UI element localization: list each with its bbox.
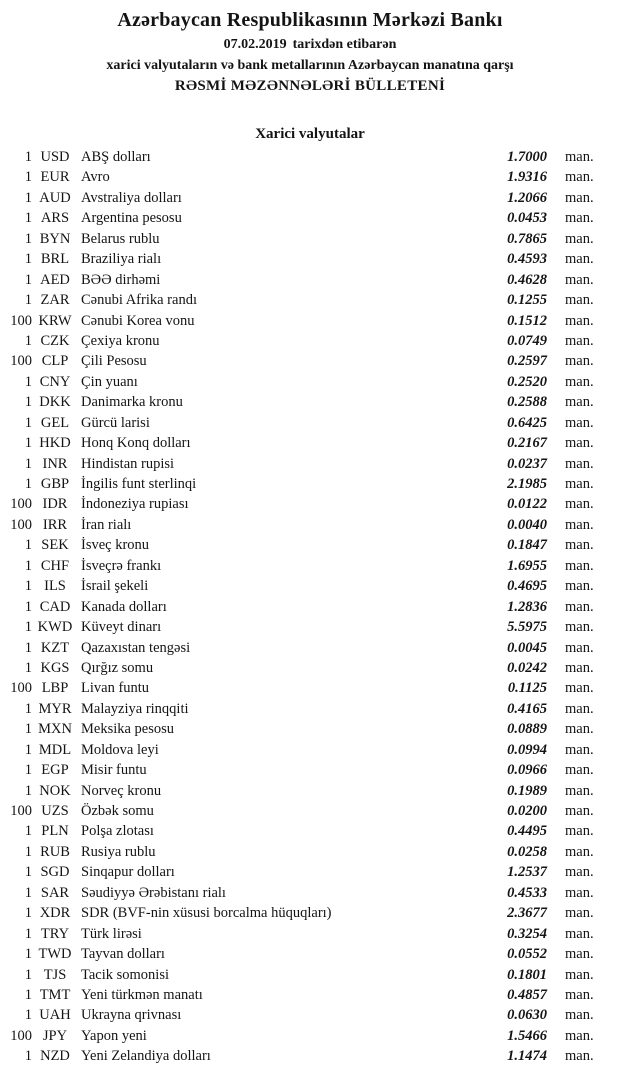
rate-row bbox=[0, 903, 595, 923]
rate-row bbox=[0, 351, 595, 371]
currency-code: INR bbox=[42, 455, 68, 472]
currency-name: Avstraliya dolları bbox=[81, 189, 182, 206]
currency-name: SDR (BVF-nin xüsusi borcalma hüquqları) bbox=[81, 905, 332, 922]
currency-code: IRR bbox=[42, 516, 68, 533]
currency-name: Argentina pesosu bbox=[81, 210, 182, 227]
rate-value: 1.1474 bbox=[507, 1048, 547, 1065]
quantity: 1 bbox=[24, 925, 32, 942]
quantity: 1 bbox=[24, 189, 32, 206]
currency-name: Hindistan rupisi bbox=[81, 455, 175, 472]
unit-label: man. bbox=[565, 843, 594, 860]
rate-row bbox=[0, 311, 595, 331]
quantity: 1 bbox=[24, 598, 32, 615]
quantity: 1 bbox=[24, 741, 32, 758]
quantity: 1 bbox=[24, 537, 32, 554]
currency-name: İngilis funt sterlinqi bbox=[81, 476, 197, 492]
currency-code: ARS bbox=[40, 210, 70, 227]
quantity: 1 bbox=[24, 149, 32, 165]
quantity: 100 bbox=[10, 680, 32, 697]
rate-row bbox=[0, 944, 595, 964]
rate-row bbox=[0, 392, 595, 412]
rate-value: 0.1801 bbox=[507, 966, 547, 983]
currency-name: Cənubi Korea vonu bbox=[81, 312, 195, 329]
rate-value: 0.1847 bbox=[507, 537, 547, 554]
quantity: 1 bbox=[24, 251, 32, 268]
rate-value: 0.2597 bbox=[507, 353, 547, 370]
rate-value: 0.4628 bbox=[507, 271, 547, 288]
rate-value: 0.0242 bbox=[507, 659, 547, 676]
quantity: 1 bbox=[24, 721, 32, 738]
rate-value: 0.1255 bbox=[507, 292, 547, 309]
quantity: 1 bbox=[24, 823, 32, 840]
rate-value: 0.2588 bbox=[507, 394, 547, 411]
currency-name: Norveç kronu bbox=[81, 782, 162, 799]
rate-value: 1.5466 bbox=[507, 1027, 547, 1044]
currency-name: Avro bbox=[81, 169, 110, 186]
currency-name: Braziliya rialı bbox=[81, 251, 162, 268]
rate-value: 0.2520 bbox=[507, 373, 547, 390]
rate-value: 1.2066 bbox=[507, 189, 547, 206]
rate-row bbox=[0, 454, 595, 474]
currency-code: LBP bbox=[41, 680, 69, 697]
currency-code: MDL bbox=[38, 741, 72, 758]
unit-label: man. bbox=[565, 537, 594, 554]
rate-value: 0.0630 bbox=[507, 1007, 547, 1024]
currency-code: TJS bbox=[43, 966, 67, 983]
currency-code: MXN bbox=[38, 721, 72, 738]
rate-value: 0.4695 bbox=[507, 578, 547, 595]
rate-row bbox=[0, 147, 595, 167]
quantity: 1 bbox=[24, 557, 32, 574]
currency-name: Misir funtu bbox=[81, 762, 147, 779]
currency-name: Türk lirəsi bbox=[81, 925, 142, 942]
unit-label: man. bbox=[565, 782, 594, 799]
quantity: 1 bbox=[24, 292, 32, 309]
unit-label: man. bbox=[565, 414, 594, 431]
currency-code: KGS bbox=[40, 659, 70, 676]
unit-label: man. bbox=[565, 251, 594, 268]
currency-code: ZAR bbox=[40, 292, 70, 309]
currency-name: Tacik somonisi bbox=[81, 966, 169, 983]
rate-row bbox=[0, 678, 595, 698]
rate-value: 1.6955 bbox=[507, 557, 547, 574]
currency-code: CAD bbox=[39, 598, 71, 615]
unit-label: man. bbox=[565, 905, 594, 922]
rate-value: 2.3677 bbox=[507, 905, 547, 922]
date-line bbox=[0, 34, 620, 55]
rate-row bbox=[0, 535, 595, 555]
unit-label: man. bbox=[565, 516, 594, 533]
currency-name: Qazaxıstan tengəsi bbox=[81, 639, 191, 656]
unit-label: man. bbox=[565, 598, 594, 615]
currency-code: PLN bbox=[41, 823, 69, 840]
currency-code: HKD bbox=[39, 435, 71, 452]
currency-code: ILS bbox=[44, 578, 66, 595]
currency-code: KRW bbox=[38, 312, 72, 329]
currency-name: Yeni türkmən manatı bbox=[81, 986, 203, 1003]
currency-name: BƏƏ dirhəmi bbox=[81, 271, 161, 288]
currency-name: Gürcü larisi bbox=[81, 414, 150, 431]
rate-value: 0.0237 bbox=[507, 455, 547, 472]
quantity: 1 bbox=[24, 169, 32, 186]
unit-label: man. bbox=[565, 946, 594, 963]
currency-code: EUR bbox=[40, 169, 70, 186]
rate-row bbox=[0, 801, 595, 821]
currency-code: XDR bbox=[39, 905, 71, 922]
unit-label: man. bbox=[565, 1027, 594, 1044]
rate-row bbox=[0, 208, 595, 228]
currency-name: Honq Konq dolları bbox=[81, 435, 191, 452]
currency-code: GBP bbox=[40, 476, 70, 492]
rate-value: 0.0200 bbox=[507, 803, 547, 819]
quantity: 100 bbox=[10, 516, 32, 533]
date-value: 07.02.2019 bbox=[223, 37, 287, 52]
unit-label: man. bbox=[565, 659, 594, 676]
rate-row bbox=[0, 1005, 595, 1025]
currency-code: CNY bbox=[39, 373, 71, 390]
rate-value: 0.3254 bbox=[507, 925, 547, 942]
rate-row bbox=[0, 597, 595, 617]
currency-name: Meksika pesosu bbox=[81, 721, 175, 738]
quantity: 1 bbox=[24, 1048, 32, 1065]
bank-name-title: Azərbaycan Respublikasının Mərkəzi Bankı bbox=[117, 9, 503, 31]
currency-name: Səudiyyə Ərəbistanı rialı bbox=[81, 884, 226, 901]
unit-label: man. bbox=[565, 557, 594, 574]
currency-name: Rusiya rublu bbox=[81, 843, 156, 860]
currency-code: EGP bbox=[41, 762, 69, 779]
unit-label: man. bbox=[565, 721, 594, 738]
currency-name: Yapon yeni bbox=[81, 1027, 147, 1044]
currency-name: Malayziya rinqqiti bbox=[81, 700, 189, 717]
quantity: 1 bbox=[24, 414, 32, 431]
rate-value: 0.7865 bbox=[507, 230, 547, 247]
currency-code: AUD bbox=[39, 189, 71, 206]
currency-name: İndoneziya rupiası bbox=[81, 496, 189, 513]
rate-row bbox=[0, 290, 595, 310]
currency-name: Özbək somu bbox=[81, 803, 154, 819]
unit-label: man. bbox=[565, 966, 594, 983]
currency-name: Çexiya kronu bbox=[81, 332, 160, 349]
quantity: 1 bbox=[24, 905, 32, 922]
rates-table bbox=[0, 147, 595, 1067]
currency-name: Belarus rublu bbox=[81, 230, 160, 247]
currency-name: İsrail şekeli bbox=[81, 578, 149, 595]
unit-label: man. bbox=[565, 271, 594, 288]
currency-code: TRY bbox=[40, 925, 70, 942]
rate-row bbox=[0, 985, 595, 1005]
currency-code: DKK bbox=[39, 394, 71, 411]
rate-value: 0.0552 bbox=[507, 946, 547, 963]
currency-code: TMT bbox=[39, 986, 71, 1003]
rate-value: 0.0122 bbox=[507, 496, 547, 513]
unit-label: man. bbox=[565, 353, 594, 370]
rate-value: 0.0966 bbox=[507, 762, 547, 779]
unit-label: man. bbox=[565, 496, 594, 513]
currency-name: Çin yuanı bbox=[81, 373, 138, 390]
rate-value: 0.1989 bbox=[507, 782, 547, 799]
rate-row bbox=[0, 965, 595, 985]
date-suffix: tarixdən etibarən bbox=[292, 37, 397, 52]
currency-code: KZT bbox=[40, 639, 70, 656]
currency-name: Çili Pesosu bbox=[81, 353, 147, 370]
unit-label: man. bbox=[565, 700, 594, 717]
rate-value: 2.1985 bbox=[507, 476, 547, 492]
unit-label: man. bbox=[565, 210, 594, 227]
currency-code: CZK bbox=[40, 332, 70, 349]
rate-value: 5.5975 bbox=[507, 619, 547, 636]
currency-code: USD bbox=[40, 149, 70, 165]
rate-row bbox=[0, 658, 595, 678]
currency-code: SGD bbox=[40, 864, 70, 881]
unit-label: man. bbox=[565, 762, 594, 779]
rate-value: 0.4593 bbox=[507, 251, 547, 268]
currency-code: MYR bbox=[38, 700, 72, 717]
rate-row bbox=[0, 924, 595, 944]
rate-row bbox=[0, 740, 595, 760]
currency-code: CLP bbox=[41, 353, 69, 370]
unit-label: man. bbox=[565, 741, 594, 758]
quantity: 100 bbox=[10, 1027, 32, 1044]
quantity: 1 bbox=[24, 946, 32, 963]
quantity: 1 bbox=[24, 762, 32, 779]
rate-value: 0.0453 bbox=[507, 210, 547, 227]
unit-label: man. bbox=[565, 149, 594, 165]
unit-label: man. bbox=[565, 312, 594, 329]
quantity: 1 bbox=[24, 476, 32, 492]
currency-code: CHF bbox=[40, 557, 70, 574]
rate-value: 0.1512 bbox=[507, 312, 547, 329]
currency-code: KWD bbox=[37, 619, 73, 636]
rate-row bbox=[0, 229, 595, 249]
currency-name: Qırğız somu bbox=[81, 659, 154, 676]
rate-row bbox=[0, 188, 595, 208]
unit-label: man. bbox=[565, 803, 594, 819]
currency-code: UAH bbox=[39, 1007, 71, 1024]
quantity: 100 bbox=[10, 803, 32, 819]
quantity: 1 bbox=[24, 782, 32, 799]
rate-value: 1.7000 bbox=[507, 149, 547, 165]
currency-code: RUB bbox=[40, 843, 70, 860]
rate-row bbox=[0, 474, 595, 494]
rate-row bbox=[0, 576, 595, 596]
rate-row bbox=[0, 331, 595, 351]
rate-row bbox=[0, 515, 595, 535]
subject-line: xarici valyutaların və bank metallarının Azərbaycan manatına qarşı bbox=[106, 58, 514, 73]
rate-value: 0.0749 bbox=[507, 332, 547, 349]
rate-row bbox=[0, 638, 595, 658]
rate-row bbox=[0, 556, 595, 576]
currency-code: BYN bbox=[39, 230, 71, 247]
unit-label: man. bbox=[565, 169, 594, 186]
rate-row bbox=[0, 433, 595, 453]
currency-code: SAR bbox=[40, 884, 70, 901]
rate-row bbox=[0, 883, 595, 903]
unit-label: man. bbox=[565, 394, 594, 411]
rate-row bbox=[0, 699, 595, 719]
rate-value: 0.0040 bbox=[507, 516, 547, 533]
currency-name: Danimarka kronu bbox=[81, 394, 183, 411]
unit-label: man. bbox=[565, 680, 594, 697]
rate-row bbox=[0, 372, 595, 392]
rate-value: 1.2836 bbox=[507, 598, 547, 615]
rate-row bbox=[0, 167, 595, 187]
rate-row bbox=[0, 1026, 595, 1046]
rate-row bbox=[0, 760, 595, 780]
quantity: 1 bbox=[24, 700, 32, 717]
quantity: 1 bbox=[24, 966, 32, 983]
currency-code: GEL bbox=[40, 414, 70, 431]
section-title-foreign-currencies: Xarici valyutalar bbox=[255, 126, 365, 142]
unit-label: man. bbox=[565, 823, 594, 840]
rate-value: 0.1125 bbox=[507, 680, 547, 697]
currency-code: AED bbox=[40, 271, 70, 288]
rate-row bbox=[0, 1046, 595, 1066]
rate-value: 0.4533 bbox=[507, 884, 547, 901]
quantity: 1 bbox=[24, 210, 32, 227]
quantity: 1 bbox=[24, 230, 32, 247]
currency-name: Ukrayna qrivnası bbox=[81, 1007, 182, 1024]
currency-name: Polşa zlotası bbox=[81, 823, 154, 840]
quantity: 1 bbox=[24, 986, 32, 1003]
bulletin-title: RƏSMİ MƏZƏNNƏLƏRİ BÜLLETENİ bbox=[174, 78, 446, 94]
rate-row bbox=[0, 842, 595, 862]
currency-name: Livan funtu bbox=[81, 680, 150, 697]
currency-name: İsveçrə frankı bbox=[81, 557, 162, 574]
quantity: 1 bbox=[24, 659, 32, 676]
rate-row bbox=[0, 781, 595, 801]
quantity: 100 bbox=[10, 353, 32, 370]
rate-value: 0.2167 bbox=[507, 435, 547, 452]
unit-label: man. bbox=[565, 639, 594, 656]
rate-value: 0.0889 bbox=[507, 721, 547, 738]
rate-value: 0.0994 bbox=[507, 741, 547, 758]
quantity: 1 bbox=[24, 843, 32, 860]
unit-label: man. bbox=[565, 1007, 594, 1024]
rate-value: 0.4165 bbox=[507, 700, 547, 717]
quantity: 1 bbox=[24, 884, 32, 901]
unit-label: man. bbox=[565, 435, 594, 452]
rate-value: 0.6425 bbox=[507, 414, 547, 431]
rate-row bbox=[0, 249, 595, 269]
rate-row bbox=[0, 862, 595, 882]
unit-label: man. bbox=[565, 864, 594, 881]
currency-name: ABŞ dolları bbox=[81, 149, 151, 165]
currency-code: UZS bbox=[41, 803, 69, 819]
quantity: 1 bbox=[24, 619, 32, 636]
quantity: 1 bbox=[24, 578, 32, 595]
unit-label: man. bbox=[565, 455, 594, 472]
bulletin-header bbox=[0, 0, 620, 97]
currency-name: Sinqapur dolları bbox=[81, 864, 175, 881]
currency-name: İsveç kronu bbox=[81, 537, 150, 554]
unit-label: man. bbox=[565, 373, 594, 390]
quantity: 1 bbox=[24, 455, 32, 472]
unit-label: man. bbox=[565, 292, 594, 309]
currency-code: JPY bbox=[42, 1027, 68, 1044]
rate-row bbox=[0, 617, 595, 637]
currency-code: SEK bbox=[41, 537, 69, 554]
unit-label: man. bbox=[565, 986, 594, 1003]
rate-row bbox=[0, 270, 595, 290]
currency-name: Yeni Zelandiya dolları bbox=[81, 1048, 211, 1065]
quantity: 1 bbox=[24, 639, 32, 656]
quantity: 1 bbox=[24, 332, 32, 349]
unit-label: man. bbox=[565, 578, 594, 595]
rate-value: 0.0258 bbox=[507, 843, 547, 860]
unit-label: man. bbox=[565, 884, 594, 901]
rate-row bbox=[0, 719, 595, 739]
rate-row bbox=[0, 413, 595, 433]
unit-label: man. bbox=[565, 230, 594, 247]
unit-label: man. bbox=[565, 925, 594, 942]
unit-label: man. bbox=[565, 1048, 594, 1065]
unit-label: man. bbox=[565, 189, 594, 206]
rate-value: 0.4495 bbox=[507, 823, 547, 840]
quantity: 100 bbox=[10, 312, 32, 329]
currency-code: BRL bbox=[40, 251, 70, 268]
currency-code: NOK bbox=[39, 782, 71, 799]
quantity: 1 bbox=[24, 271, 32, 288]
currency-code: TWD bbox=[38, 946, 72, 963]
currency-name: Küveyt dinarı bbox=[81, 619, 162, 636]
rate-value: 0.4857 bbox=[507, 986, 547, 1003]
unit-label: man. bbox=[565, 619, 594, 636]
currency-name: Tayvan dolları bbox=[81, 946, 165, 963]
quantity: 100 bbox=[10, 496, 32, 513]
rate-row bbox=[0, 494, 595, 514]
quantity: 1 bbox=[24, 864, 32, 881]
quantity: 1 bbox=[24, 435, 32, 452]
quantity: 1 bbox=[24, 1007, 32, 1024]
unit-label: man. bbox=[565, 476, 594, 492]
currency-name: İran rialı bbox=[81, 516, 132, 533]
rate-value: 1.2537 bbox=[507, 864, 547, 881]
currency-name: Cənubi Afrika randı bbox=[81, 292, 197, 309]
rate-value: 0.0045 bbox=[507, 639, 547, 656]
currency-code: IDR bbox=[42, 496, 68, 513]
quantity: 1 bbox=[24, 394, 32, 411]
currency-name: Kanada dolları bbox=[81, 598, 167, 615]
currency-name: Moldova leyi bbox=[81, 741, 159, 758]
quantity: 1 bbox=[24, 373, 32, 390]
unit-label: man. bbox=[565, 332, 594, 349]
currency-code: NZD bbox=[40, 1048, 70, 1065]
rate-row bbox=[0, 821, 595, 841]
rate-value: 1.9316 bbox=[507, 169, 547, 186]
